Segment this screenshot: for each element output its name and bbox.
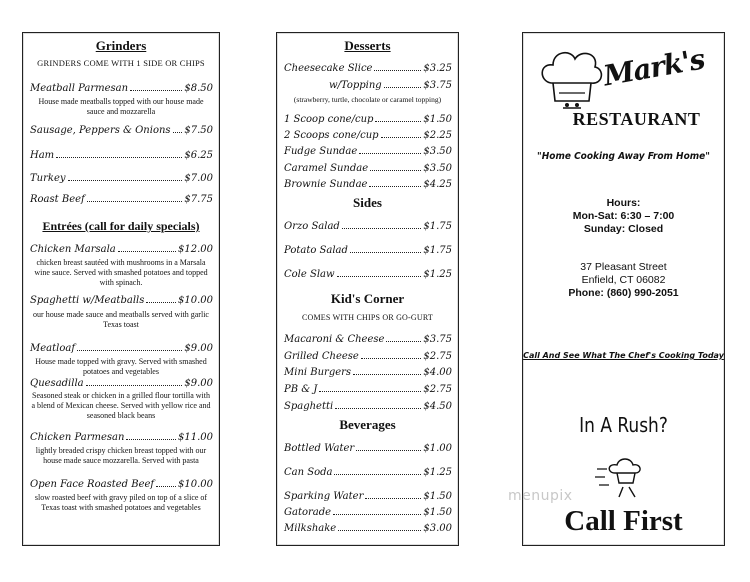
item-desc: lightly breaded crispy chicken breast topped with our house made sauce mozzarella. Served with pasta bbox=[35, 446, 207, 465]
item-name: Cole Slaw bbox=[284, 269, 335, 280]
item-price: $9.00 bbox=[184, 378, 213, 389]
menu-item bbox=[30, 378, 213, 389]
menu-panel-right bbox=[522, 32, 725, 546]
item-price: $4.50 bbox=[423, 401, 452, 412]
item-name: Orzo Salad bbox=[284, 221, 340, 232]
menu-item bbox=[284, 269, 452, 280]
item-name: PB & J bbox=[284, 384, 318, 395]
item-price: $7.75 bbox=[184, 194, 213, 205]
item-price: $3.75 bbox=[423, 80, 452, 91]
item-name: 2 Scoops cone/cup bbox=[284, 130, 379, 141]
menu-item bbox=[30, 194, 213, 205]
menu-item bbox=[284, 245, 452, 256]
menu-item bbox=[284, 401, 452, 412]
hours-weekday: Mon-Sat: 6:30 – 7:00 bbox=[572, 210, 675, 222]
item-price: $2.75 bbox=[423, 351, 452, 362]
hours-sunday: Sunday: Closed bbox=[583, 223, 664, 235]
item-price: $2.25 bbox=[423, 130, 452, 141]
item-name: Can Soda bbox=[284, 467, 333, 478]
item-desc: slow roasted beef with gravy piled on top of a slice of Texas toast with smashed potatoes and vegetables bbox=[34, 493, 208, 512]
entrees-title: Entrées (call for daily specials) bbox=[42, 219, 200, 233]
item-price: $1.00 bbox=[423, 443, 452, 454]
item-name: Bottled Water bbox=[284, 443, 355, 454]
item-price: $11.00 bbox=[178, 432, 213, 443]
watermark: menupix bbox=[508, 488, 573, 504]
menu-item bbox=[284, 163, 452, 174]
menu-item bbox=[329, 80, 452, 91]
item-name: Turkey bbox=[30, 173, 66, 184]
item-price: $3.50 bbox=[423, 163, 452, 174]
desserts-title: Desserts bbox=[344, 38, 391, 53]
call-first-heading: Call First bbox=[564, 505, 683, 537]
running-chef-icon bbox=[595, 457, 651, 499]
item-price: $7.50 bbox=[184, 125, 213, 136]
item-desc: House made topped with gravy. Served with smashed potatoes and vegetables bbox=[35, 357, 207, 376]
item-price: $1.50 bbox=[423, 507, 452, 518]
chef-hat-icon bbox=[537, 45, 605, 111]
kids-title: Kid's Corner bbox=[330, 291, 405, 306]
item-name: Sparking Water bbox=[284, 491, 364, 502]
item-name: Roast Beef bbox=[30, 194, 85, 205]
item-name: Caramel Sundae bbox=[284, 163, 369, 174]
item-desc: House made meatballs topped with our house made sauce and mozzarella bbox=[38, 97, 204, 116]
item-name: Spaghetti w/Meatballs bbox=[30, 295, 145, 306]
rush-heading: In A Rush? bbox=[579, 413, 668, 437]
menu-panel-middle bbox=[276, 32, 459, 546]
menu-item bbox=[30, 173, 213, 184]
entrees-section bbox=[23, 219, 219, 234]
menu-item bbox=[284, 351, 452, 362]
tagline: "Home Cooking Away From Home" bbox=[537, 151, 710, 162]
item-name: Fudge Sundae bbox=[284, 146, 358, 157]
item-desc: (strawberry, turtle, chocolate or caramel topping) bbox=[293, 95, 442, 104]
menu-item bbox=[284, 507, 452, 518]
item-price: $4.25 bbox=[423, 179, 452, 190]
grinders-title: Grinders bbox=[95, 38, 147, 53]
item-name: Open Face Roasted Beef bbox=[30, 479, 155, 490]
grinders-section bbox=[23, 38, 219, 68]
menu-item bbox=[284, 179, 452, 190]
hours-title: Hours: bbox=[606, 197, 641, 209]
item-price: $3.75 bbox=[423, 334, 452, 345]
menu-item bbox=[284, 523, 452, 534]
item-price: $9.00 bbox=[184, 343, 213, 354]
call-today-text: Call And See What The Chef's Cooking Today bbox=[523, 351, 724, 360]
item-price: $10.00 bbox=[178, 479, 213, 490]
item-name: Grilled Cheese bbox=[284, 351, 359, 362]
menu-item bbox=[30, 432, 213, 443]
menu-item bbox=[284, 63, 452, 74]
menu-item bbox=[30, 125, 213, 136]
item-price: $4.00 bbox=[423, 367, 452, 378]
item-desc: Seasoned steak or chicken in a grilled flour tortilla with a blend of Mexican cheese. Served with yellow rice and seasoned black beans bbox=[31, 391, 211, 420]
item-price: $12.00 bbox=[178, 244, 213, 255]
item-price: $3.00 bbox=[423, 523, 452, 534]
menu-item bbox=[284, 146, 452, 157]
menu-item bbox=[284, 491, 452, 502]
item-name: Cheesecake Slice bbox=[284, 63, 373, 74]
menu-item bbox=[284, 221, 452, 232]
phone: Phone: (860) 990-2051 bbox=[568, 287, 679, 299]
menu-item bbox=[284, 130, 452, 141]
item-name: Quesadilla bbox=[30, 378, 84, 389]
item-name: Milkshake bbox=[284, 523, 337, 534]
item-price: $1.25 bbox=[423, 467, 452, 478]
item-name: Macaroni & Cheese bbox=[284, 334, 385, 345]
item-price: $1.50 bbox=[423, 114, 452, 125]
item-name: Chicken Parmesan bbox=[30, 432, 125, 443]
item-price: $7.00 bbox=[184, 173, 213, 184]
item-price: $1.75 bbox=[423, 221, 452, 232]
grinders-subtitle: GRINDERS COME WITH 1 SIDE OR CHIPS bbox=[37, 58, 205, 68]
menu-item bbox=[30, 343, 213, 354]
menu-item bbox=[284, 467, 452, 478]
item-name: Brownie Sundae bbox=[284, 179, 368, 190]
menu-item bbox=[30, 244, 213, 255]
menu-panel-left bbox=[22, 32, 220, 546]
item-name: Chicken Marsala bbox=[30, 244, 116, 255]
logo-name: Mark's bbox=[600, 42, 707, 93]
menu-item bbox=[284, 384, 452, 395]
item-name: Meatball Parmesan bbox=[30, 83, 129, 94]
item-price: $1.25 bbox=[423, 269, 452, 280]
item-price: $8.50 bbox=[184, 83, 213, 94]
item-desc: chicken breast sautéed with mushrooms in a Marsala wine sauce. Served with smashed potatoes and topped with spinach. bbox=[34, 258, 208, 287]
restaurant-title: RESTAURANT bbox=[572, 109, 701, 129]
menu-item bbox=[30, 295, 213, 306]
item-price: $3.50 bbox=[423, 146, 452, 157]
item-name: Mini Burgers bbox=[284, 367, 352, 378]
item-price: $10.00 bbox=[178, 295, 213, 306]
item-price: $6.25 bbox=[184, 150, 213, 161]
item-name: Gatorade bbox=[284, 507, 332, 518]
item-price: $2.75 bbox=[423, 384, 452, 395]
item-name: Ham bbox=[30, 150, 55, 161]
sides-title: Sides bbox=[353, 195, 382, 210]
item-price: $1.75 bbox=[423, 245, 452, 256]
item-name: Potato Salad bbox=[284, 245, 348, 256]
menu-item bbox=[30, 83, 213, 94]
menu-item bbox=[284, 114, 452, 125]
item-name: Meatloaf bbox=[30, 343, 76, 354]
menu-item bbox=[30, 150, 213, 161]
menu-item bbox=[30, 479, 213, 490]
address-line-1: 37 Pleasant Street bbox=[580, 261, 667, 273]
menu-item bbox=[284, 334, 452, 345]
beverages-title: Beverages bbox=[339, 417, 396, 432]
address-line-2: Enfield, CT 06082 bbox=[581, 274, 666, 286]
menu-item bbox=[284, 443, 452, 454]
item-name: Sausage, Peppers & Onions bbox=[30, 125, 171, 136]
item-desc: our house made sauce and meatballs served with garlic Texas toast bbox=[33, 310, 209, 329]
menu-item bbox=[284, 367, 452, 378]
item-name: Spaghetti bbox=[284, 401, 334, 412]
item-price: $1.50 bbox=[423, 491, 452, 502]
kids-subtitle: COMES WITH CHIPS OR GO-GURT bbox=[301, 313, 433, 322]
item-price: $3.25 bbox=[423, 63, 452, 74]
item-name: 1 Scoop cone/cup bbox=[284, 114, 374, 125]
item-name: w/Topping bbox=[329, 80, 382, 91]
